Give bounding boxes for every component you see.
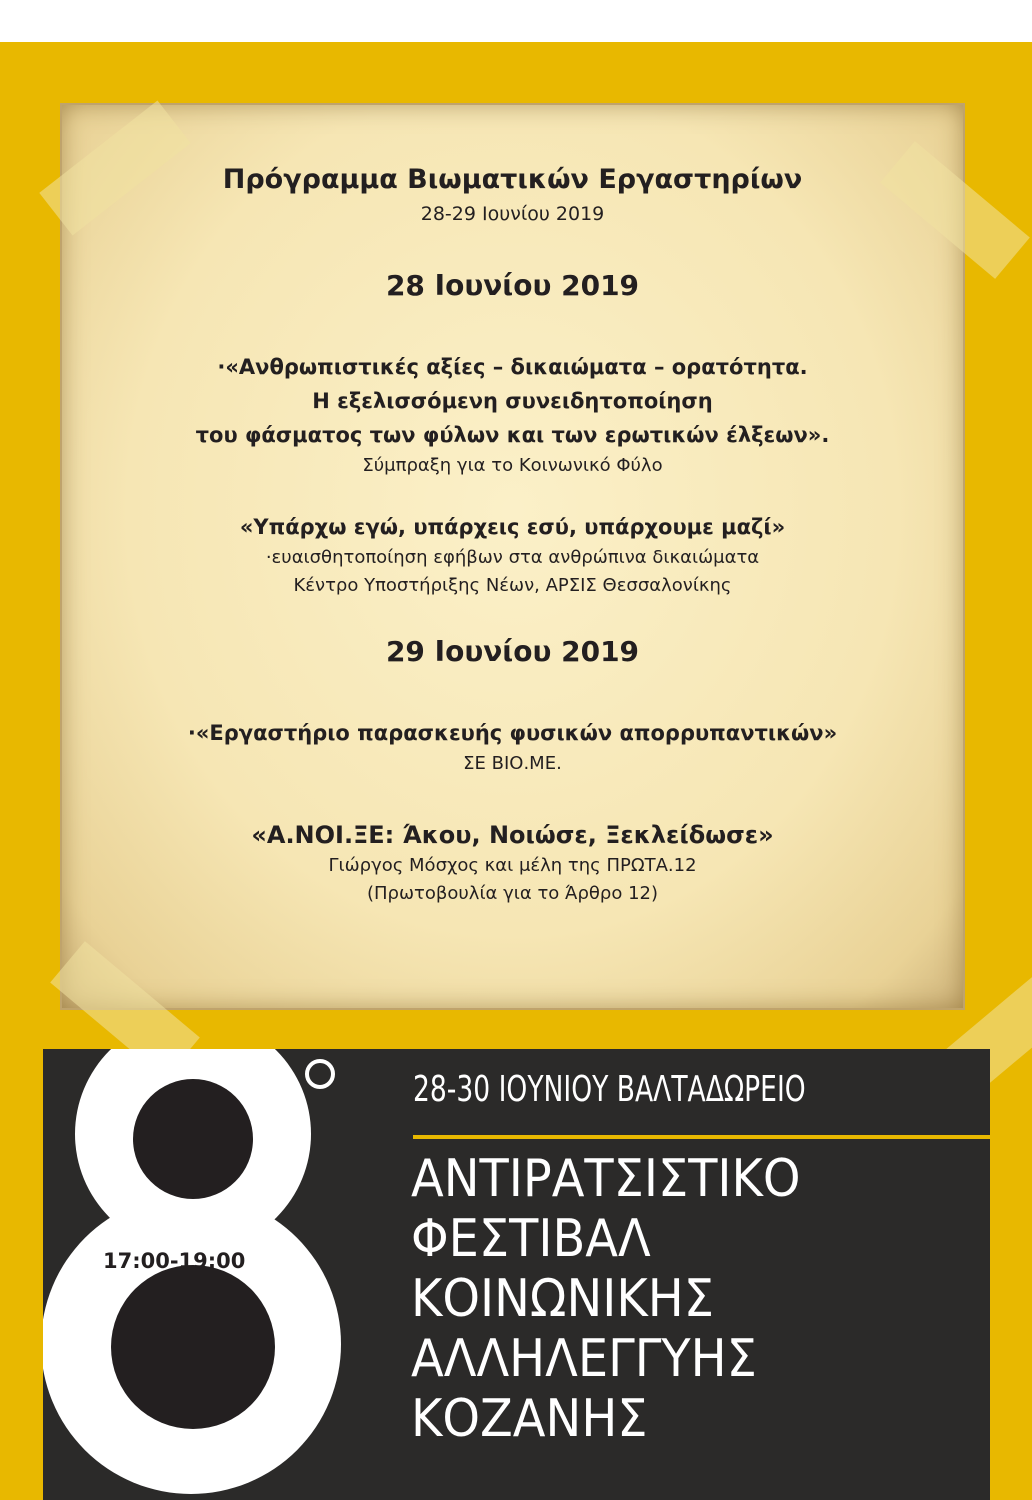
workshop-title-line: ·«Ανθρωπιστικές αξίες – δικαιώματα – ορατότητα. <box>217 355 808 379</box>
event-time: 17:00-19:00 <box>103 1249 246 1273</box>
day2-workshop2 <box>60 818 965 908</box>
program-content <box>60 160 965 908</box>
workshop-title: ·«Εργαστήριο παρασκευής φυσικών απορρυπαντικών» <box>187 721 838 745</box>
workshop-organizer: Κέντρο Υποστήριξης Νέων, ΑΡΣΙΣ Θεσσαλονίκης <box>293 575 732 596</box>
day2-heading: 29 Ιουνίου 2019 <box>385 635 640 668</box>
festival-name-line: ΑΝΤΙΡΑΤΣΙΣΤΙΚΟ <box>411 1149 801 1209</box>
day1-heading: 28 Ιουνίου 2019 <box>385 269 640 302</box>
festival-name <box>411 1149 801 1449</box>
festival-name-line: ΚΟΙΝΩΝΙΚΗΣ <box>411 1269 714 1329</box>
workshop-organizer: ΣΕ ΒΙΟ.ΜΕ. <box>463 753 562 774</box>
day1-workshop1 <box>60 350 965 480</box>
divider <box>413 1135 990 1139</box>
day1-workshop2 <box>60 510 965 600</box>
workshop-title: «Α.ΝΟΙ.ΞΕ: Άκου, Νοιώσε, Ξεκλείδωσε» <box>251 821 774 849</box>
day2-workshop1 <box>60 716 965 778</box>
festival-footer <box>43 1049 990 1500</box>
program-dates: 28-29 Ιουνίου 2019 <box>420 203 605 225</box>
dates-venue: 28-30 ΙΟΥΝΙΟΥ ΒΑΛΤΑΔΩΡΕΙΟ <box>413 1069 806 1110</box>
program-title: Πρόγραμμα Βιωματικών Εργαστηρίων <box>222 164 803 195</box>
workshop-title-line: Η εξελισσόμενη συνειδητοποίηση <box>312 389 713 413</box>
workshop-organizer: Γιώργος Μόσχος και μέλη της ΠΡΩΤΑ.12 <box>328 855 697 876</box>
workshop-title: «Υπάρχω εγώ, υπάρχεις εσύ, υπάρχουμε μαζί» <box>239 515 786 539</box>
workshop-title-line: του φάσματος των φύλων και των ερωτικών έλξεων». <box>195 423 830 447</box>
workshop-organizer: Σύμπραξη για το Κοινωνικό Φύλο <box>362 455 663 476</box>
edition-number-8 <box>43 1049 353 1499</box>
festival-name-line: ΚΟΖΑΝΗΣ <box>411 1389 648 1449</box>
festival-name-line: ΑΛΛΗΛΕΓΓΥΗΣ <box>411 1329 757 1389</box>
workshop-subtitle: ·ευαισθητοποίηση εφήβων στα ανθρώπινα δικαιώματα <box>265 547 760 568</box>
degree-symbol <box>305 1059 335 1089</box>
workshop-note: (Πρωτοβουλία για το Άρθρο 12) <box>366 883 659 904</box>
festival-name-line: ΦΕΣΤΙΒΑΛ <box>411 1209 651 1269</box>
